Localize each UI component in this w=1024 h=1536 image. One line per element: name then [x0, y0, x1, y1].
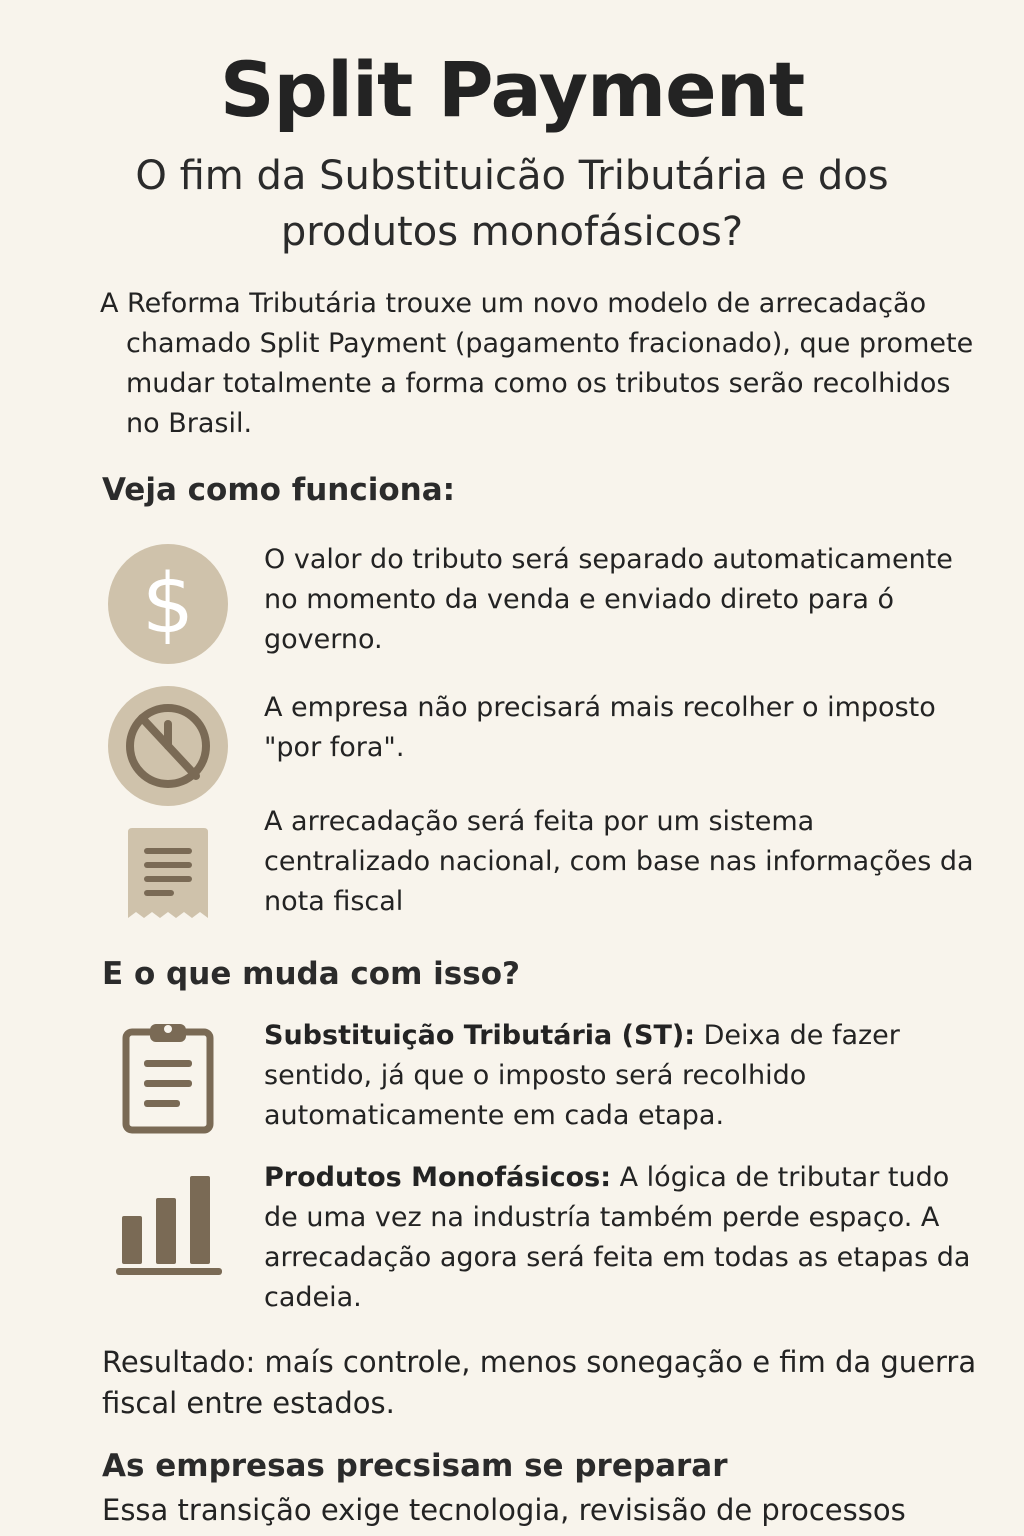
- change-item-2: [264, 1158, 984, 1318]
- change-item-1-label: Substituição Tributária (ST):: [264, 1020, 696, 1051]
- page-title: Split Payment: [219, 45, 805, 134]
- dollar-icon: [106, 542, 230, 666]
- clipboard-icon: [120, 1020, 216, 1134]
- how-item-1-text: O valor do tributo será separado automaticamente no momento da venda e enviado direto para ó governo.: [264, 544, 953, 655]
- how-item-2-text: A empresa não precisará mais recolher o imposto "por fora".: [264, 692, 936, 763]
- svg-text:$: $: [141, 557, 195, 652]
- intro-paragraph: A Reforma Tributária trouxe um novo modelo de arrecadação chamado Split Payment (pagamento fracionado), que promete mudar totalmente a forma como os tributos serão recolhidos no Brasil.: [100, 288, 974, 439]
- closing-heading: As empresas precsisam se preparar: [102, 1448, 728, 1484]
- changes-heading: E o que muda com isso?: [102, 956, 520, 992]
- bar-chart-icon: [114, 1170, 224, 1280]
- change-item-1-text: Deixa de fazer sentido, já que o imposto será recolhido automaticamente em cada etapa.: [264, 1020, 900, 1131]
- change-item-1: [264, 1016, 984, 1136]
- page-subtitle: O fim da Substituicão Tributária e dos produtos monofásicos?: [135, 153, 889, 255]
- closing-text: Essa transição exige tecnologia, revisisão de processos: [102, 1493, 906, 1527]
- no-clock-icon: [106, 684, 230, 808]
- how-it-works-heading: Veja como funciona:: [102, 472, 456, 508]
- change-item-2-label: Produtos Monofásicos:: [264, 1162, 612, 1193]
- result-text: Resultado: maís controle, menos sonegação e fim da guerra fiscal entre estados.: [102, 1345, 977, 1420]
- change-item-2-text: A lógica de tributar tudo de uma vez na industría também perde espaço. A arrecadação agora será feita em todas as etapas da cadeia.: [264, 1162, 971, 1313]
- receipt-icon: [124, 826, 212, 924]
- how-item-3-text: A arrecadação será feita por um sistema centralizado nacional, com base nas informações da nota fiscal: [264, 806, 974, 917]
